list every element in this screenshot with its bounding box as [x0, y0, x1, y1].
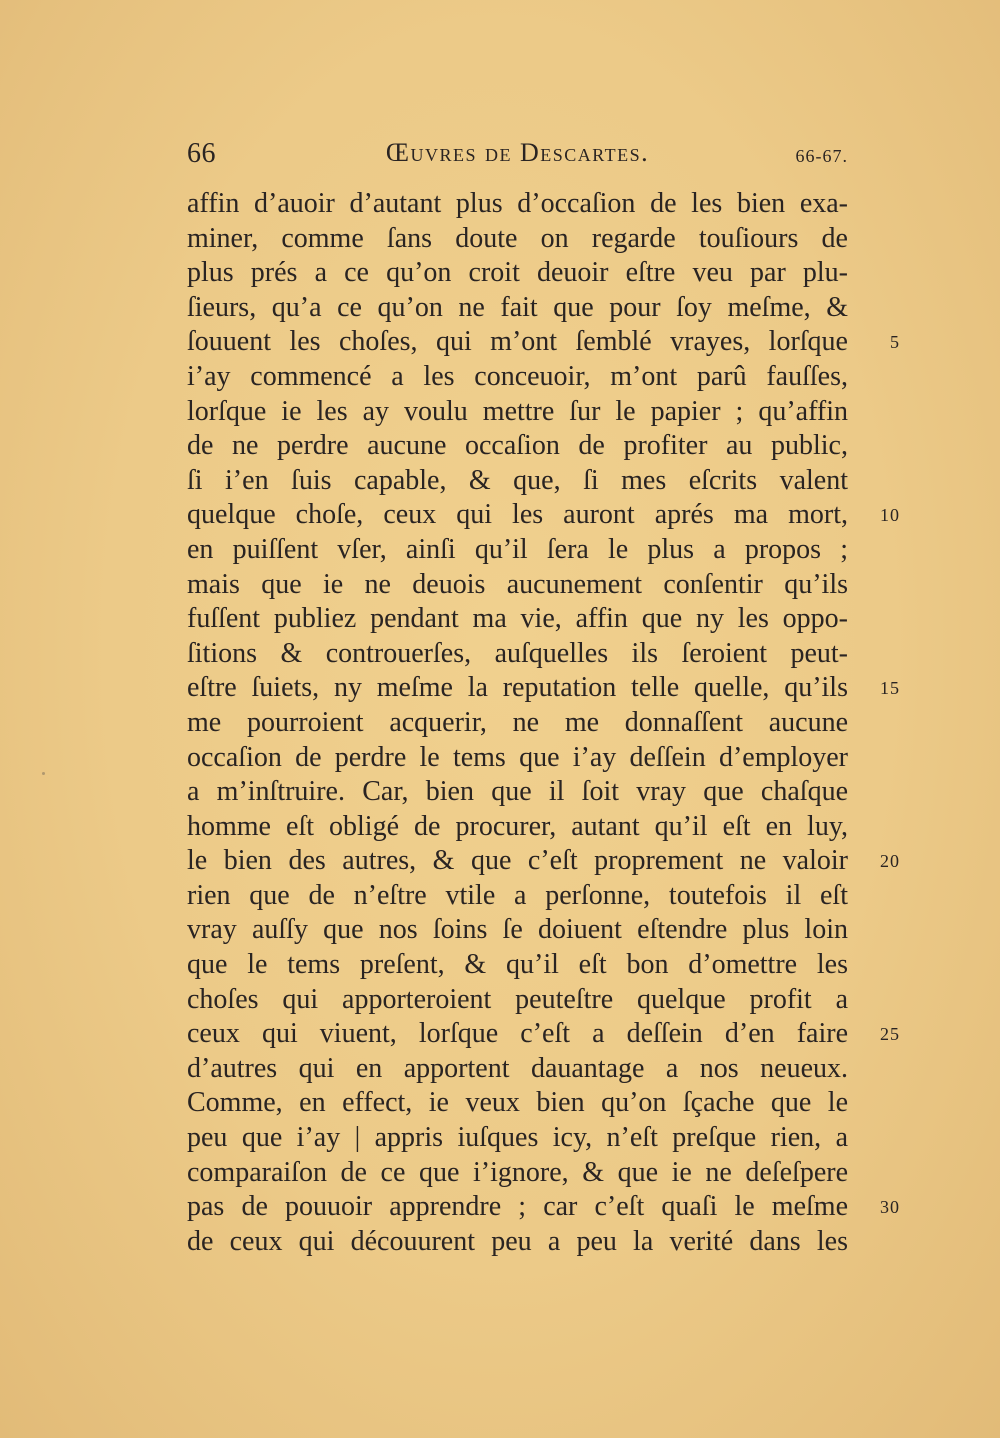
- text-line: fuſſent publiez pendant ma vie, affin que ny les oppo-: [187, 603, 848, 635]
- text-line: quelque choſe, ceux qui les auront aprés ma mort,: [187, 499, 848, 531]
- text-line: ſitions & controuerſes, auſquelles ils ſeroient peut-: [187, 637, 848, 669]
- text-line: en puiſſent vſer, ainſi qu’il ſera le plus a propos ;: [187, 533, 848, 565]
- text-line: comparaiſon de ce que i’ignore, & que ie ne deſeſpere: [187, 1156, 848, 1188]
- text-line: de ceux qui découurent peu a peu la verité dans les: [187, 1225, 848, 1257]
- page-range: 66-67.: [795, 146, 848, 166]
- text-line: rien que de n’eſtre vtile a perſonne, toutefois il eſt: [187, 879, 848, 911]
- text-line: de ne perdre aucune occaſion de profiter au public,: [187, 430, 848, 462]
- line-number: 10: [880, 505, 900, 526]
- text-line: ſi i’en ſuis capable, & que, ſi mes eſcrits valent: [187, 464, 848, 496]
- text-line: peu que i’ay | appris iuſques icy, n’eſt preſque rien, a: [187, 1122, 848, 1154]
- text-line: affin d’auoir d’autant plus d’occaſion de les bien exa-: [187, 188, 848, 219]
- text-line: Comme, en effect, ie veux bien qu’on ſçache que le: [187, 1087, 848, 1119]
- text-line: ſouuent les choſes, qui m’ont ſemblé vrayes, lorſque: [187, 326, 848, 358]
- text-line: i’ay commencé a les conceuoir, m’ont parû fauſſes,: [187, 360, 848, 392]
- text-line: homme eſt obligé de procurer, autant qu’il eſt en luy,: [187, 810, 848, 842]
- text-line: me pourroient acquerir, ne me donnaſſent aucune: [187, 706, 848, 738]
- line-number: 15: [880, 678, 900, 699]
- text-line: choſes qui apporteroient peuteſtre quelque profit a: [187, 983, 848, 1015]
- text-line: que le tems preſent, & qu’il eſt bon d’omettre les: [187, 949, 848, 981]
- page-number: 66: [187, 138, 216, 169]
- text-line: eſtre ſuiets, ny meſme la reputation telle quelle, qu’ils: [187, 672, 848, 704]
- text-line: vray auſſy que nos ſoins ſe doiuent eſtendre plus loin: [187, 914, 848, 946]
- text-line: d’autres qui en apportent dauantage a nos neueux.: [187, 1052, 848, 1084]
- text-line: miner, comme ſans doute on regarde touſiours de: [187, 222, 848, 254]
- running-title: Œuvres de Descartes.: [385, 138, 650, 167]
- line-number: 30: [880, 1197, 900, 1218]
- text-line: a m’inſtruire. Car, bien que il ſoit vray que chaſque: [187, 776, 848, 808]
- line-number: 20: [880, 851, 900, 872]
- text-line: lorſque ie les ay voulu mettre ſur le papier ; qu’affin: [187, 395, 848, 427]
- text-line: mais que ie ne deuois aucunement conſentir qu’ils: [187, 568, 848, 600]
- paper-speck: [42, 772, 45, 775]
- text-line: pas de pouuoir apprendre ; car c’eſt quaſi le meſme: [187, 1191, 848, 1223]
- text-line: occaſion de perdre le tems que i’ay deſſein d’employer: [187, 741, 848, 773]
- line-number: 5: [890, 332, 900, 353]
- text-line: plus prés a ce qu’on croit deuoir eſtre veu par plu-: [187, 257, 848, 289]
- text-line: ſieurs, qu’a ce qu’on ne fait que pour ſoy meſme, &: [187, 291, 848, 323]
- text-line: le bien des autres, & que c’eſt proprement ne valoir: [187, 845, 848, 877]
- body-text: [187, 187, 848, 1259]
- text-line: ceux qui viuent, lorſque c’eſt a deſſein d’en faire: [187, 1018, 848, 1050]
- line-number: 25: [880, 1024, 900, 1045]
- running-header: [187, 138, 848, 178]
